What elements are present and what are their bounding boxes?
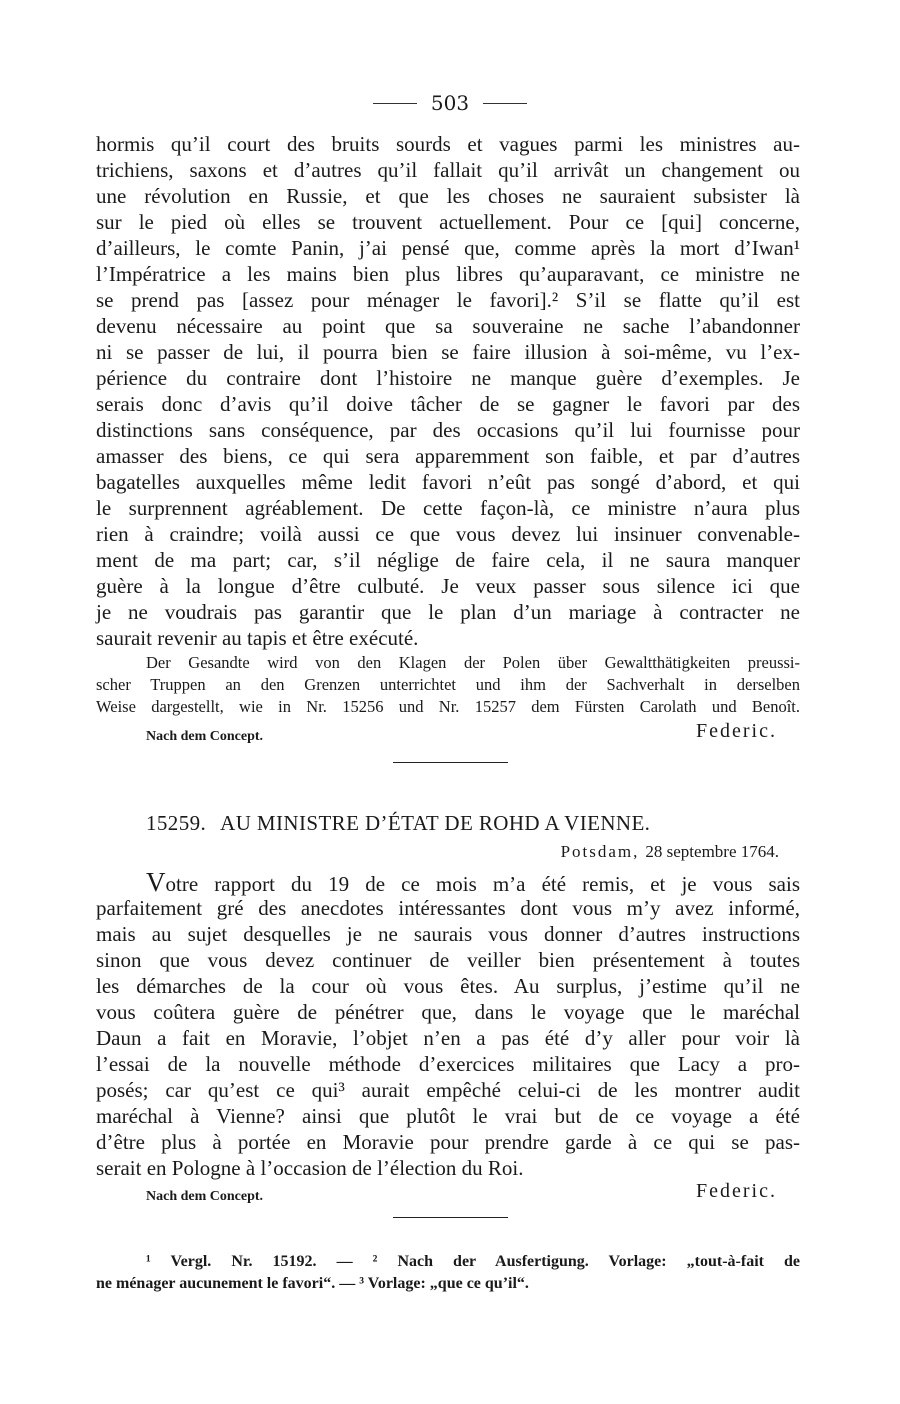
- source-note: Nach dem Concept.: [146, 729, 264, 744]
- body-line: hormis qu’il court des bruits sourds et vagues parmi les ministres au-: [96, 132, 800, 156]
- editorial-note-line: scher Truppen an den Grenzen unterrichtet und ihm der Sachverhalt in derselben: [96, 675, 800, 694]
- body-line: saurait revenir au tapis et être exécuté.: [96, 626, 419, 650]
- body-line: les démarches de la cour où vous êtes. Au surplus, j’estime qu’il ne: [96, 974, 800, 998]
- body-line: Daun a fait en Moravie, l’objet n’en a pas été d’y aller pour voir là: [96, 1026, 800, 1050]
- date: 28 septembre 1764.: [645, 842, 779, 861]
- body-line: sinon que vous devez continuer de veiller bien présentement à toutes: [96, 948, 800, 972]
- body-line: le surprennent agréablement. De cette façon-là, ce ministre n’aura plus: [96, 496, 800, 520]
- footnote-divider: [393, 1217, 508, 1218]
- body-line: rien à craindre; voilà aussi ce que vous devez lui insinuer convenable-: [96, 522, 800, 546]
- body-line: guère à la longue d’être culbuté. Je veux passer sous silence ici que: [96, 574, 800, 598]
- page-header: [0, 90, 900, 116]
- body-line: serait en Pologne à l’occasion de l’élection du Roi.: [96, 1156, 524, 1180]
- body-line: trichiens, saxons et d’autres qu’il fallait qu’il arrivât un changement ou: [96, 158, 800, 182]
- source-note: Nach dem Concept.: [146, 1189, 264, 1204]
- body-line: ni se passer de lui, il pourra bien se faire illusion à soi-même, vu l’ex-: [96, 340, 800, 364]
- body-line: vous coûtera guère de pénétrer que, dans le voyage que le maréchal: [96, 1000, 800, 1024]
- body-line: bagatelles auxquelles même ledit favori n’eût pas songé d’abord, et qui: [96, 470, 800, 494]
- document-number: 15259.: [146, 811, 207, 835]
- document-heading: [146, 809, 650, 837]
- body-line: amasser des biens, ce qui sera apparemment son faible, et par d’autres: [96, 444, 800, 468]
- date-place: Potsdam,: [560, 842, 640, 861]
- body-line: je ne voudrais pas garantir que le plan d’un mariage à contracter ne: [96, 600, 800, 624]
- signature: Federic.: [696, 720, 777, 742]
- body-line: devenu nécessaire au point que sa souveraine ne sache l’abandonner: [96, 314, 800, 338]
- editorial-note-line: Weise dargestellt, wie in Nr. 15256 und Nr. 15257 dem Fürsten Carolath und Benoît.: [96, 697, 800, 716]
- body-line: serais donc d’avis qu’il doive tâcher de se gagner le favori par des: [96, 392, 800, 416]
- editorial-note-line: Der Gesandte wird von den Klagen der Polen über Gewaltthätigkeiten preussi-: [146, 653, 800, 672]
- body-line: une révolution en Russie, et que les choses ne sauraient subsister là: [96, 184, 800, 208]
- body-line: posés; car qu’est ce qui³ aurait empêché celui-ci de les montrer audit: [96, 1078, 800, 1102]
- footnote-line: ¹ Vergl. Nr. 15192. — ² Nach der Ausfertigung. Vorlage: „tout-à-fait de: [146, 1253, 800, 1270]
- first-line-text: otre rapport du 19 de ce mois m’a été remis, et je vous sais: [165, 872, 800, 896]
- body-line: l’essai de la nouvelle méthode d’exercices militaires que Lacy a pro-: [96, 1052, 800, 1076]
- header-rule-right: [483, 103, 527, 104]
- footnote-line: ne ménager aucunement le favori“. — ³ Vorlage: „que ce qu’il“.: [96, 1275, 529, 1292]
- body-line: mais au sujet desquelles je ne saurais vous donner d’autres instructions: [96, 922, 800, 946]
- drop-cap: V: [146, 867, 166, 897]
- body-line: d’être plus à portée en Moravie pour prendre garde à ce qui se pas-: [96, 1130, 800, 1154]
- section-divider: [393, 762, 508, 763]
- body-line: parfaitement gré des anecdotes intéressantes dont vous m’y avez informé,: [96, 896, 800, 920]
- header-rule-left: [373, 103, 417, 104]
- body-line: périence du contraire dont l’histoire ne manque guère d’exemples. Je: [96, 366, 800, 390]
- signature: Federic.: [696, 1180, 777, 1202]
- body-line: d’ailleurs, le comte Panin, j’ai pensé que, comme après la mort d’Iwan¹: [96, 236, 800, 260]
- body-line: se prend pas [assez pour ménager le favori].² S’il se flatte qu’il est: [96, 288, 800, 312]
- body-line: l’Impératrice a les mains bien plus libres qu’auparavant, ce ministre ne: [96, 262, 800, 286]
- dateline: [561, 840, 779, 864]
- body-line: sur le pied où elles se trouvent actuellement. Pour ce [qui] concerne,: [96, 210, 800, 234]
- body-line: ment de ma part; car, s’il néglige de faire cela, il ne saura manquer: [96, 548, 800, 572]
- body-line: maréchal à Vienne? ainsi que plutôt le vrai but de ce voyage a été: [96, 1104, 800, 1128]
- page-number: 503: [430, 91, 470, 115]
- body-line: [146, 869, 800, 895]
- document-title: AU MINISTRE D’ÉTAT DE ROHD A VIENNE.: [220, 811, 651, 835]
- body-line: distinctions sans conséquence, par des occasions qu’il lui fournisse pour: [96, 418, 800, 442]
